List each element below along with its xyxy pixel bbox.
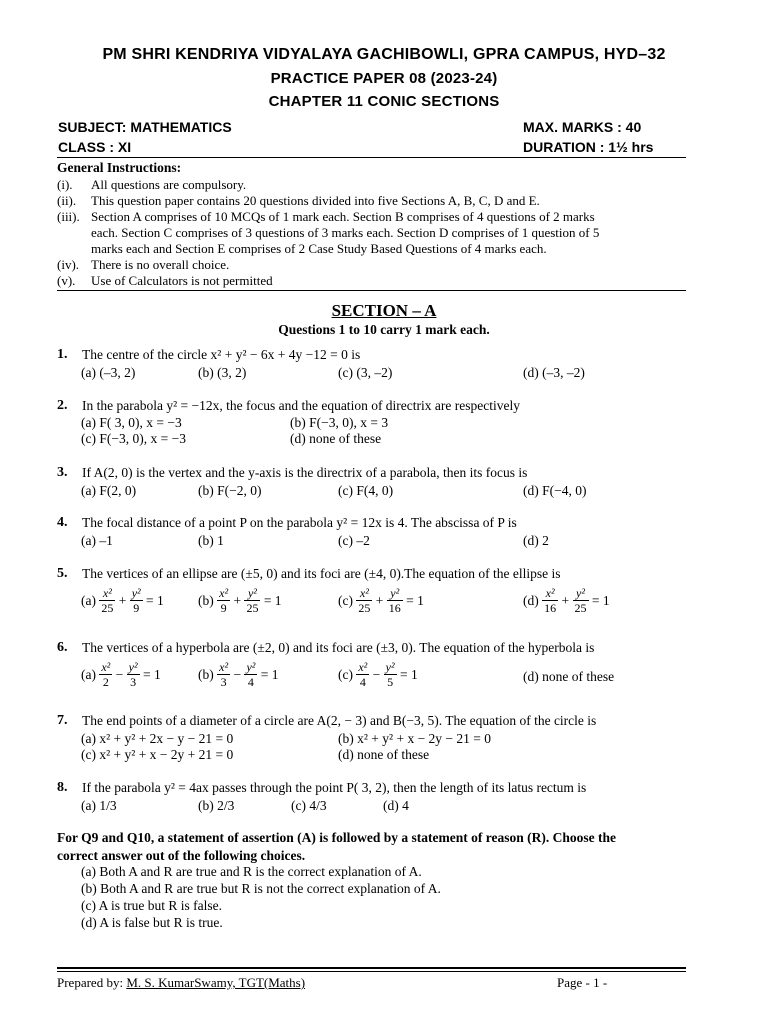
instruction-text: marks each and Section E comprises of 2 Case Study Based Questions of 4 marks each. [91,241,547,256]
question-text: The end points of a diameter of a circle are A(2, − 3) and B(−3, 5). The equation of the circle is [82,713,597,728]
fraction: $\frac{\text{y²}}{4}$ [246,660,256,689]
question-number: 4. [57,515,68,530]
option-d: (d) (–3, –2) [523,365,585,380]
fraction: $\frac{\text{x²}}{25}$ [101,586,114,615]
header-divider [57,157,686,158]
footer-prepared [57,975,305,991]
author-name: M. S. KumarSwamy, TGT(Maths) [126,975,306,990]
option-d: (d) F(−4, 0) [523,483,587,498]
prepared-label: Prepared by: [57,975,124,990]
option-d: (d) 4 [383,798,409,813]
fraction: $\frac{\text{x²}}{4}$ [358,660,368,689]
fraction: $\frac{\text{x²}}{16}$ [544,586,557,615]
option-b: (b) F(−2, 0) [198,483,262,498]
option-a: (a) $\frac{\text{x²}}{25}$ + $\frac{\text{y²}}{9}$ = 1 [81,586,164,615]
question-text: The vertices of a hyperbola are (±2, 0) and its foci are (±3, 0). The equation of the hyperbola is [82,640,595,655]
instruction-text: Use of Calculators is not permitted [91,273,273,288]
school-name: PM SHRI KENDRIYA VIDYALAYA GACHIBOWLI, GPRA CAMPUS, HYD–32 [102,46,666,63]
general-instructions: General Instructions: (i). All questions are compulsory. (ii). This question paper contains 20 questions divided into five Sections A, B, C, D and E. (iii). Section A comprises of 10 MCQs of 1 mark each. Section B comprises of 4 questions of 2 marks each. Section C comprises of 3 questions of 3 marks each. Section D comprises of 1 question of 5 marks each and Section E comprises of 2 Case Study Based Questions of 4 marks each. (iv). There is no overall choice. (v). Use of Calculators is not permitted [57,160,600,288]
question-number: 1. [57,347,68,362]
fraction: $\frac{\text{x²}}{3}$ [219,660,229,689]
instruction-text: This question paper contains 20 questions divided into five Sections A, B, C, D and E. [91,193,540,208]
assertion-choice: (a) Both A and R are true and R is the correct explanation of A. [81,864,422,879]
footer-divider [57,967,686,969]
instruction-text: All questions are compulsory. [91,177,247,192]
page-number: Page - 1 - [557,975,608,990]
option-c: (c) (3, –2) [338,365,393,380]
fraction: $\frac{\text{y²}}{25}$ [246,586,259,615]
fraction: $\frac{\text{x²}}{25}$ [358,586,371,615]
option-c: (c) $\frac{\text{x²}}{4}$ − $\frac{\text{y²}}{5}$ = 1 [338,660,418,689]
fraction: $\frac{\text{x²}}{2}$ [101,660,111,689]
question-4 [57,515,717,535]
fraction: $\frac{\text{y²}}{16}$ [388,586,401,615]
option-c: (c) x² + y² + x − 2y + 21 = 0 [81,747,234,762]
option-c: (c) F(4, 0) [338,483,394,498]
option-b: (b) $\frac{\text{x²}}{3}$ − $\frac{\text{y²}}{4}$ = 1 [198,660,279,689]
question-7 [57,713,717,733]
instruction-text: each. Section C comprises of 3 questions of 3 marks each. Section D comprises of 1 question of 5 [91,225,600,240]
footer-divider-thin [57,971,686,972]
instruction-text: Section A comprises of 10 MCQs of 1 mark each. Section B comprises of 4 questions of 2 marks [91,209,595,224]
assertion-instructions: For Q9 and Q10, a statement of assertion (A) is followed by a statement of reason (R). Choose the [57,830,616,845]
instructions-title: General Instructions: [57,160,182,175]
paper-title: PRACTICE PAPER 08 (2023-24) [270,70,498,87]
option-d: (d) none of these [338,747,430,762]
option-a: (a) F(2, 0) [81,483,137,498]
duration-label: DURATION : 1½ hrs [523,139,654,155]
instructions-divider [57,290,686,291]
option-c: (c) –2 [338,533,370,548]
option-a: (a) (–3, 2) [81,365,136,380]
option-b: (b) 2/3 [198,798,235,813]
question-text: The focal distance of a point P on the parabola y² = 12x is 4. The abscissa of P is [82,515,517,530]
option-b: (b) x² + y² + x − 2y − 21 = 0 [338,731,492,746]
fraction: $\frac{\text{y²}}{25}$ [574,586,587,615]
fraction: $\frac{\text{y²}}{9}$ [131,586,141,615]
question-text: If A(2, 0) is the vertex and the y-axis is the directrix of a parabola, then its focus is [82,465,528,480]
fraction: $\frac{\text{y²}}{3}$ [128,660,138,689]
class-label: CLASS : XI [58,139,132,155]
option-a: (a) –1 [81,533,113,548]
option-c: (c) 4/3 [291,798,327,813]
question-text: The vertices of an ellipse are (±5, 0) and its foci are (±4, 0).The equation of the ellipse is [82,566,561,581]
option-c: (c) $\frac{\text{x²}}{25}$ + $\frac{\text{y²}}{16}$ = 1 [338,586,424,615]
option-a: (a) x² + y² + 2x − y − 21 = 0 [81,731,234,746]
section-subtitle: Questions 1 to 10 carry 1 mark each. [278,322,490,337]
option-a: (a) 1/3 [81,798,117,813]
option-b: (b) 1 [198,533,224,548]
section-title: SECTION – A [331,301,437,320]
question-3 [57,465,717,485]
fraction: $\frac{\text{y²}}{5}$ [385,660,395,689]
question-number: 8. [57,780,68,795]
option-d: (d) $\frac{\text{x²}}{16}$ + $\frac{\text{y²}}{25}$ = 1 [523,586,610,615]
question-number: 3. [57,465,68,480]
fraction: $\frac{\text{x²}}{9}$ [219,586,229,615]
option-a: (a) $\frac{\text{x²}}{2}$ − $\frac{\text{y²}}{3}$ = 1 [81,660,161,689]
instruction-text: There is no overall choice. [91,257,230,272]
assertion-choice: (d) A is false but R is true. [81,915,223,930]
option-d: (d) none of these [290,431,382,446]
question-text: If the parabola y² = 4ax passes through the point P( 3, 2), then the length of its latus rectum is [82,780,587,795]
subject-label: SUBJECT: MATHEMATICS [58,119,232,135]
question-number: 2. [57,398,68,413]
max-marks-label: MAX. MARKS : 40 [523,119,642,135]
question-number: 6. [57,640,68,655]
option-b: (b) F(−3, 0), x = 3 [290,415,389,430]
option-c: (c) F(−3, 0), x = −3 [81,431,186,446]
chapter-title: CHAPTER 11 CONIC SECTIONS [268,93,500,110]
question-6 [57,640,717,660]
question-number: 7. [57,713,68,728]
option-b: (b) (3, 2) [198,365,247,380]
question-text: The centre of the circle x² + y² − 6x + 4y −12 = 0 is [82,347,361,362]
assertion-instructions-cont: correct answer out of the following choices. [57,848,306,863]
option-a: (a) F( 3, 0), x = −3 [81,415,182,430]
question-8 [57,780,717,800]
option-d: (d) none of these [523,669,615,684]
option-d: (d) 2 [523,533,549,548]
question-number: 5. [57,566,68,581]
question-text: In the parabola y² = −12x, the focus and the equation of directrix are respectively [82,398,520,413]
assertion-choice: (b) Both A and R are true but R is not the correct explanation of A. [81,881,441,896]
option-b: (b) $\frac{\text{x²}}{9}$ + $\frac{\text{y²}}{25}$ = 1 [198,586,282,615]
question-5 [57,566,717,586]
assertion-choice: (c) A is true but R is false. [81,898,222,913]
